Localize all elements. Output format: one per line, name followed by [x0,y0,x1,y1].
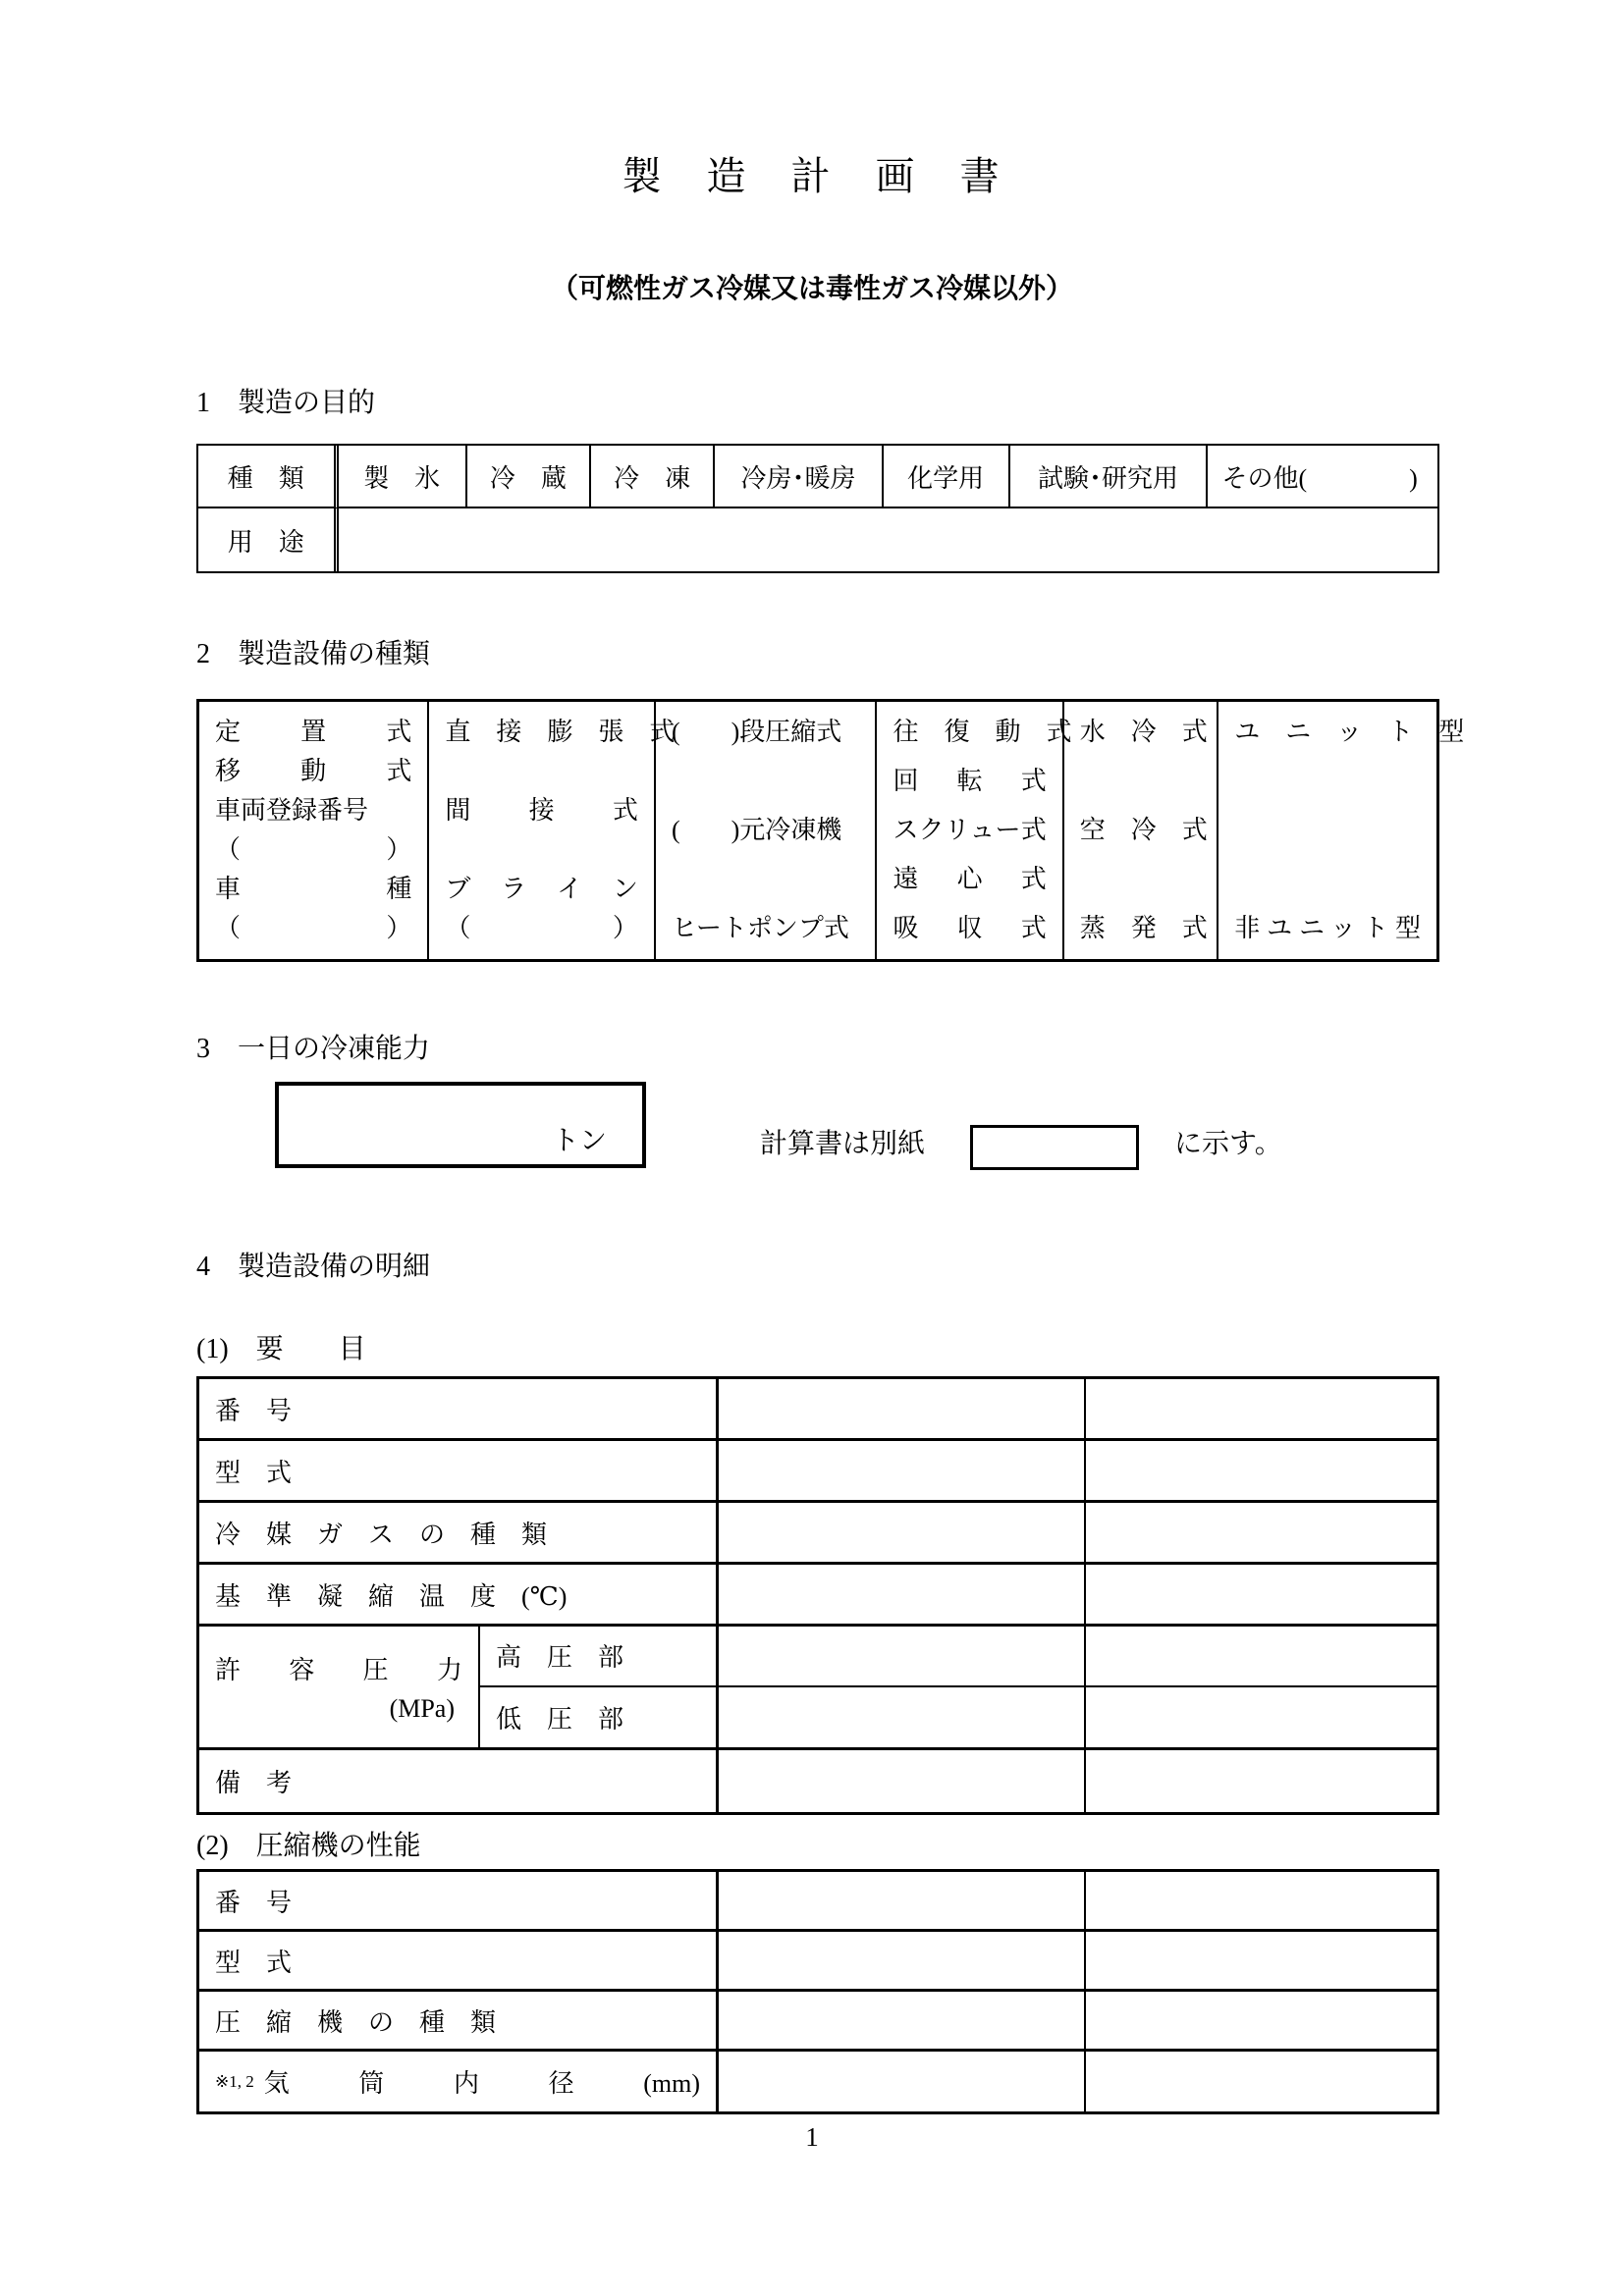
allowable-pressure-label [199,1627,480,1747]
type-option-other[interactable]: その他( ) [1208,446,1436,508]
spec-subheading: (1) 要 目 [196,1334,366,1364]
table-row [199,2052,1436,2111]
vehicle-type-input[interactable]: （ ） [215,914,412,942]
equipment-col-installation [199,702,429,959]
equipment-option-direct-expansion[interactable]: 直 接 膨 張 式 [445,718,676,746]
spec-value-cell[interactable] [719,1992,1086,2049]
type-option-refrigeration[interactable]: 冷 蔵 [467,446,591,508]
equipment-col-compressor [877,702,1072,959]
capacity-box[interactable] [275,1082,646,1168]
spec-value-cell[interactable] [1086,1750,1436,1812]
compressor-table [196,1869,1439,2114]
spec-value-cell[interactable] [719,1565,1086,1624]
equipment-option-centrifugal[interactable]: 遠 心 式 [893,865,1047,893]
calc-sheet-suffix: に示す。 [1174,1129,1282,1159]
equipment-col-cycle [656,702,878,959]
calc-sheet-number-box[interactable] [970,1125,1139,1170]
table-row [199,1441,1436,1503]
spec-value-cell[interactable] [719,1627,1084,1687]
equipment-col-unit [1218,702,1465,959]
page-subtitle: （可燃性ガス冷媒又は毒性ガス冷媒以外） [550,273,1073,303]
compressor-type-label: 圧 縮 機 の 種 類 [199,1992,719,2049]
equipment-option-air-cooled[interactable]: 空 冷 式 [1079,816,1208,844]
purpose-type-table [196,444,1439,573]
vehicle-registration-input[interactable]: （ ） [215,835,412,864]
spec-value-cell[interactable] [719,1932,1086,1989]
equipment-col-condensing [1064,702,1219,959]
usage-label: 用 途 [198,508,339,571]
equipment-option-stationary[interactable]: 定 置 式 [215,718,412,746]
spec-number-label: 番 号 [199,1379,719,1438]
equipment-option-non-unit-type[interactable]: 非ユニット型 [1234,914,1421,942]
page-title: 製 造 計 画 書 [622,154,1002,198]
capacity-unit-label: トン [551,1126,607,1156]
equipment-option-absorption[interactable]: 吸 収 式 [893,914,1047,942]
type-option-research[interactable]: 試験･研究用 [1010,446,1209,508]
type-option-chemical[interactable]: 化学用 [884,446,1010,508]
vehicle-type-label: 車 種 [215,875,412,903]
spec-value-cell[interactable] [1086,1687,1436,1747]
spec-value-cell[interactable] [719,2052,1086,2111]
pressure-value-col [1086,1627,1436,1747]
spec-value-cell[interactable] [719,1687,1084,1747]
pressure-sub-labels [480,1627,719,1747]
equipment-option-reciprocating[interactable]: 往 復 動 式 [893,718,1072,746]
condensing-temp-label: 基 準 凝 縮 温 度 (℃) [199,1565,719,1624]
spec-value-cell[interactable] [1086,1932,1436,1989]
type-option-freezing[interactable]: 冷 凍 [591,446,715,508]
refrigerant-gas-label: 冷 媒 ガ ス の 種 類 [199,1503,719,1562]
equipment-type-table [196,699,1465,962]
spec-value-cell[interactable] [1086,2052,1436,2111]
type-label: 種 類 [198,446,339,508]
equipment-option-unit-type[interactable]: ユ ニ ッ ト 型 [1234,718,1465,746]
type-option-cooling-heating[interactable]: 冷房･暖房 [715,446,884,508]
spec-value-cell[interactable] [719,1379,1086,1438]
equipment-option-rotary[interactable]: 回 転 式 [893,767,1047,795]
equipment-option-indirect[interactable]: 間 接 式 [445,796,638,825]
table-row [199,1379,1436,1441]
remarks-label: 備 考 [199,1750,719,1812]
spec-value-cell[interactable] [719,1503,1086,1562]
equipment-option-heat-pump[interactable]: ヒートポンプ式 [671,914,849,942]
pressure-unit: (MPa) [389,1694,455,1723]
spec-value-cell[interactable] [1086,1872,1436,1929]
spec-value-cell[interactable] [719,1872,1086,1929]
pressure-value-col [719,1627,1086,1747]
equipment-option-water-cooled[interactable]: 水 冷 式 [1079,718,1208,746]
brine-input[interactable]: （ ） [445,914,638,942]
cylinder-label-text: 気 筒 内 径 (mm) [263,2069,700,2098]
spec-value-cell[interactable] [719,1441,1086,1500]
compressor-number-label: 番 号 [199,1872,719,1929]
calc-sheet-text: 計算書は別紙 [760,1129,926,1159]
table-row [199,1750,1436,1812]
spec-value-cell[interactable] [1086,1503,1436,1562]
section-3-heading: 3 一日の冷凍能力 [196,1034,431,1064]
equipment-option-stage-compression[interactable]: ( )段圧縮式 [671,718,842,746]
table-row [199,1872,1436,1932]
spec-value-cell[interactable] [1086,1992,1436,2049]
table-row [199,1932,1436,1992]
spec-value-cell[interactable] [1086,1379,1436,1438]
cylinder-note: ※1, 2 [215,2071,254,2091]
table-row [199,1992,1436,2052]
section-1-heading: 1 製造の目的 [196,388,376,418]
vehicle-registration-label: 車両登録番号 [215,796,369,825]
equipment-option-screw[interactable]: スクリュー式 [893,816,1047,844]
low-pressure-label: 低 圧 部 [496,1704,624,1734]
page-number: 1 [805,2122,819,2152]
spec-value-cell[interactable] [1086,1565,1436,1624]
table-row [199,1503,1436,1565]
section-2-heading: 2 製造設備の種類 [196,639,431,669]
section-4-heading: 4 製造設備の明細 [196,1252,431,1282]
equipment-col-expansion [429,702,676,959]
pressure-rows [199,1627,1436,1750]
spec-value-cell[interactable] [1086,1441,1436,1500]
usage-input-cell[interactable] [339,508,1437,571]
table-row [199,1565,1436,1627]
spec-value-cell[interactable] [1086,1627,1436,1687]
compressor-subheading: (2) 圧縮機の性能 [196,1831,421,1861]
type-option-ice[interactable]: 製 氷 [339,446,467,508]
equipment-option-mobile[interactable]: 移 動 式 [215,757,412,785]
spec-value-cell[interactable] [719,1750,1086,1812]
equipment-option-cascade[interactable]: ( )元冷凍機 [671,816,842,844]
pressure-label-text: 許 容 圧 力 [215,1656,462,1684]
compressor-model-label: 型 式 [199,1932,719,1989]
spec-model-label: 型 式 [199,1441,719,1500]
high-pressure-label: 高 圧 部 [480,1627,716,1687]
spec-table [196,1376,1439,1815]
equipment-option-brine[interactable]: ブ ラ イ ン [445,875,638,903]
equipment-option-evaporative[interactable]: 蒸 発 式 [1079,914,1208,942]
cylinder-bore-label [199,2052,719,2111]
